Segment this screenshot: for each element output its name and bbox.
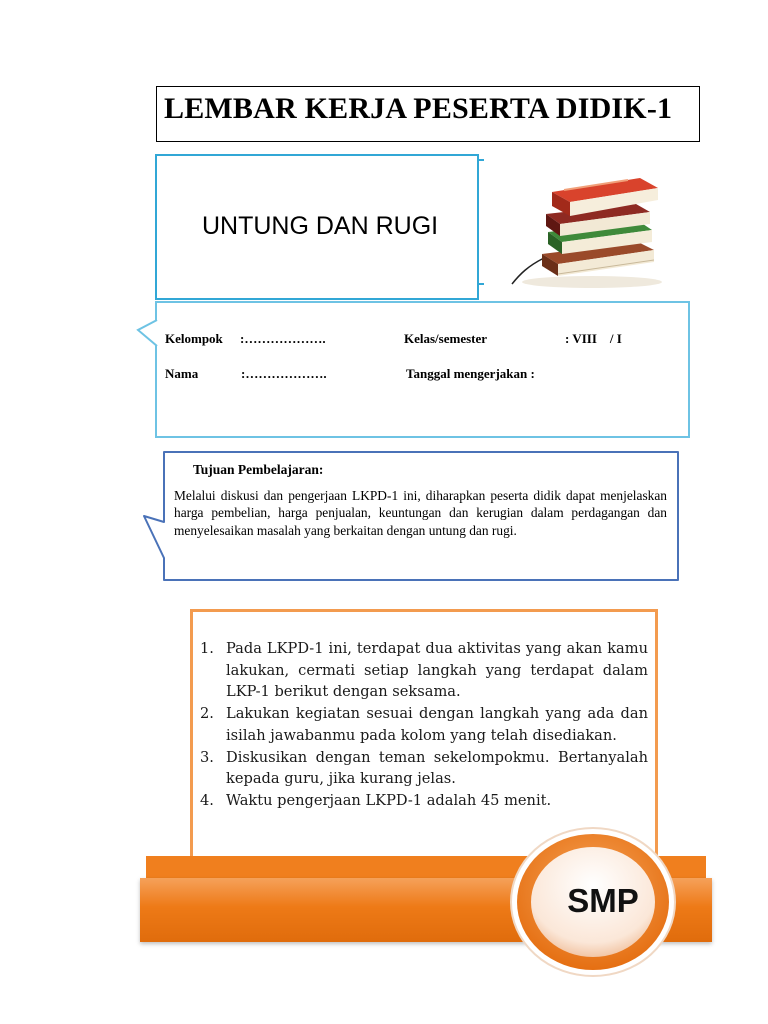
- page-title: LEMBAR KERJA PESERTA DIDIK-1: [164, 92, 673, 125]
- instruction-number: 4.: [200, 791, 214, 809]
- instruction-text: Diskusikan dengan teman sekelompokmu. Bertanyalah kepada guru, jika kurang jelas.: [226, 748, 648, 788]
- instruction-item: [200, 790, 648, 812]
- instruction-text: Waktu pengerjaan LKPD-1 adalah 45 menit.: [226, 791, 552, 809]
- topic-title: UNTUNG DAN RUGI: [202, 212, 439, 240]
- class-label: Kelas/semester: [404, 331, 488, 346]
- instruction-item: [200, 703, 648, 746]
- books-icon: [508, 170, 668, 290]
- instruction-item: [200, 638, 648, 703]
- group-field[interactable]: :……………….: [240, 331, 326, 346]
- badge-label: SMP: [567, 882, 639, 919]
- instructions-list: [200, 638, 648, 812]
- instruction-text: Lakukan kegiatan sesuai dengan langkah yang ada dan isilah jawabanmu pada kolom yang telah disediakan.: [226, 705, 648, 744]
- instruction-item: [200, 747, 648, 790]
- identity-callout-pointer: [136, 318, 158, 350]
- date-label: Tanggal mengerjakan :: [406, 366, 535, 381]
- name-label: Nama: [165, 366, 199, 381]
- goal-text: Melalui diskusi dan pengerjaan LKPD-1 ini, diharapkan peserta didik dapat menjelaskan harga pembelian, harga penjualan, keuntungan dan kerugian dalam perdagangan dan menyelesaikan masalah yang berkaitan dengan untung dan rugi.: [174, 488, 667, 538]
- group-label: Kelompok: [165, 331, 223, 346]
- instruction-number: 3.: [200, 748, 214, 766]
- instruction-number: 1.: [200, 640, 214, 657]
- instruction-text: Pada LKPD-1 ini, terdapat dua aktivitas yang akan kamu lakukan, cermati setiap langkah yang terdapat dalam LKP-1 berikut dengan seksama.: [226, 640, 648, 701]
- name-field[interactable]: :……………….: [241, 366, 327, 381]
- topic-box-shadow: [476, 156, 486, 302]
- goal-title: Tujuan Pembelajaran:: [193, 462, 324, 477]
- instruction-number: 2.: [200, 705, 214, 723]
- class-value: : VIII / I: [565, 331, 622, 346]
